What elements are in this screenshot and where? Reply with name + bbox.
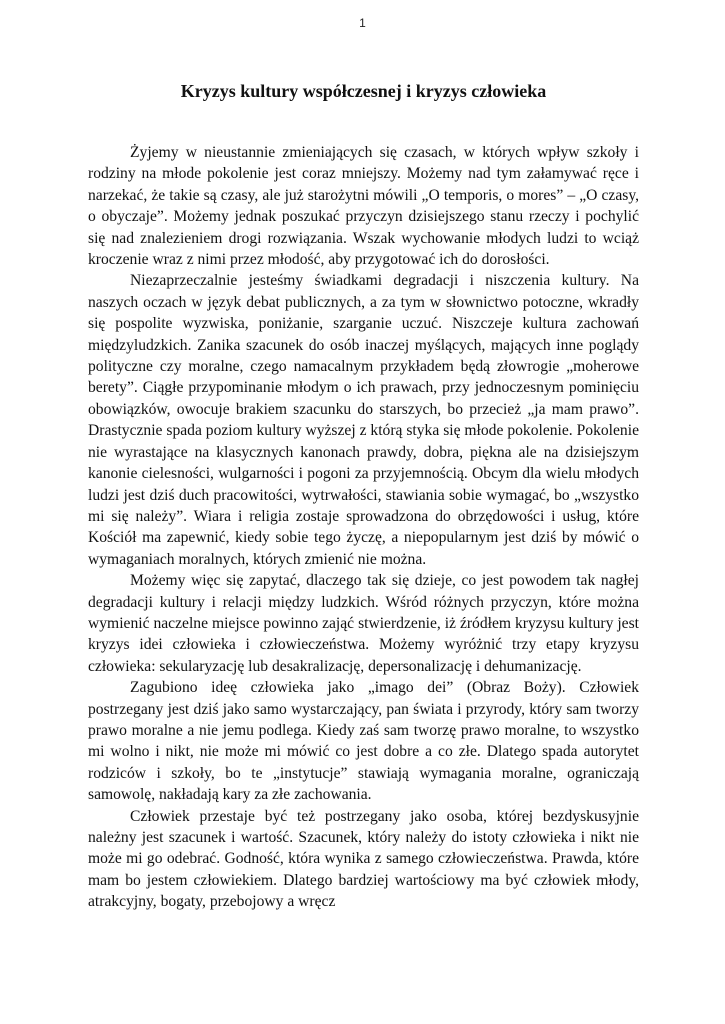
page-number: 1 <box>359 16 366 30</box>
paragraph-5: Człowiek przestaje być też postrzegany jako osoba, której bezdyskusyjnie należny jest szacunek i wartość. Szacunek, który należy do istoty człowieka i nikt nie może mi go odebrać. Godność, która wynika z samego człowieczeństwa. Prawda, które mam bo jestem człowiekiem. Dlatego bardziej wartościowy ma być człowiek młody, atrakcyjny, bogaty, przebojowy a wręcz <box>88 807 639 911</box>
paragraph-1: Żyjemy w nieustannie zmieniających się czasach, w których wpływ szkoły i rodziny na młode pokolenie jest coraz mniejszy. Możemy nad tym załamywać ręce i narzekać, że takie są czasy, ale już starożytni mówili „O temporis, o mores” – „O czasy, o obyczaje”. Możemy jednak poszukać przyczyn dzisiejszego stanu rzeczy i pochylić się nad znalezieniem drogi rozwiązania. Wszak wychowanie młodych ludzi to wciąż kroczenie wraz z nimi przez młodość, aby przygotować ich do dorosłości. <box>88 144 639 269</box>
document-title: Kryzys kultury współczesnej i kryzys człowieka <box>180 81 547 101</box>
paragraph-2: Niezaprzeczalnie jesteśmy świadkami degradacji i niszczenia kultury. Na naszych oczach w język debat publicznych, a za tym w słownictwo potoczne, wkradły się pospolite wyzwiska, poniżanie, szarganie uczuć. Niszczeje kultura zachowań międzyludzkich. Zanika szacunek do osób inaczej myślących, mających inne poglądy polityczne czy moralne, czego namacalnym przykładem będą złowrogie „moherowe berety”. Ciągłe przypominanie młodym o ich prawach, przy jednoczesnym pominięciu obowiązków, owocuje brakiem szacunku do starszych, bo przecież „ja mam prawo”. Drastycznie spada poziom kultury wyższej z którą styka się młode pokolenie. Pokolenie nie wyrastające na klasycznych kanonach prawdy, dobra, piękna ale na dzisiejszym kanonie cielesności, wulgarności i pogoni za przyjemnością. Obcym dla wielu młodych ludzi jest dziś duch pracowitości, wytrwałości, stawiania sobie wymagać, bo „wszystko mi się należy”. Wiara i religia zostaje sprowadzona do obrzędowości i usług, które Kościół ma zapewnić, kiedy sobie tego życzę, a niepopularnym jest dziś by mówić o wymaganiach moralnych, których zmienić nie można. <box>88 272 639 568</box>
paragraph-3: Możemy więc się zapytać, dlaczego tak się dzieje, co jest powodem tak nagłej degradacji kultury i relacji między ludzkich. Wśród różnych przyczyn, które można wymienić naczelne miejsce powinno zająć stwierdzenie, iż źródłem kryzysu kultury jest kryzys idei człowieka i człowieczeństwa. Możemy wyróżnić trzy etapy kryzysu człowieka: sekularyzację lub desakralizację, depersonalizację i dehumanizację. <box>88 572 639 675</box>
paragraph-4: Zagubiono ideę człowieka jako „imago dei” (Obraz Boży). Człowiek postrzegany jest dziś jako samo wystarczający, pan świata i przyrody, który sam tworzy prawo moralne a nie jemu podlega. Kiedy zaś sam tworzę prawo moralne, to wszystko mi wolno i nikt, nie może mi mówić co jest dobre a co złe. Dlatego spada autorytet rodziców i szkoły, bo te „instytucje” stawiają wymagania moralne, ograniczają samowolę, nakładają kary za złe zachowania. <box>88 679 639 804</box>
document-body <box>88 142 639 913</box>
